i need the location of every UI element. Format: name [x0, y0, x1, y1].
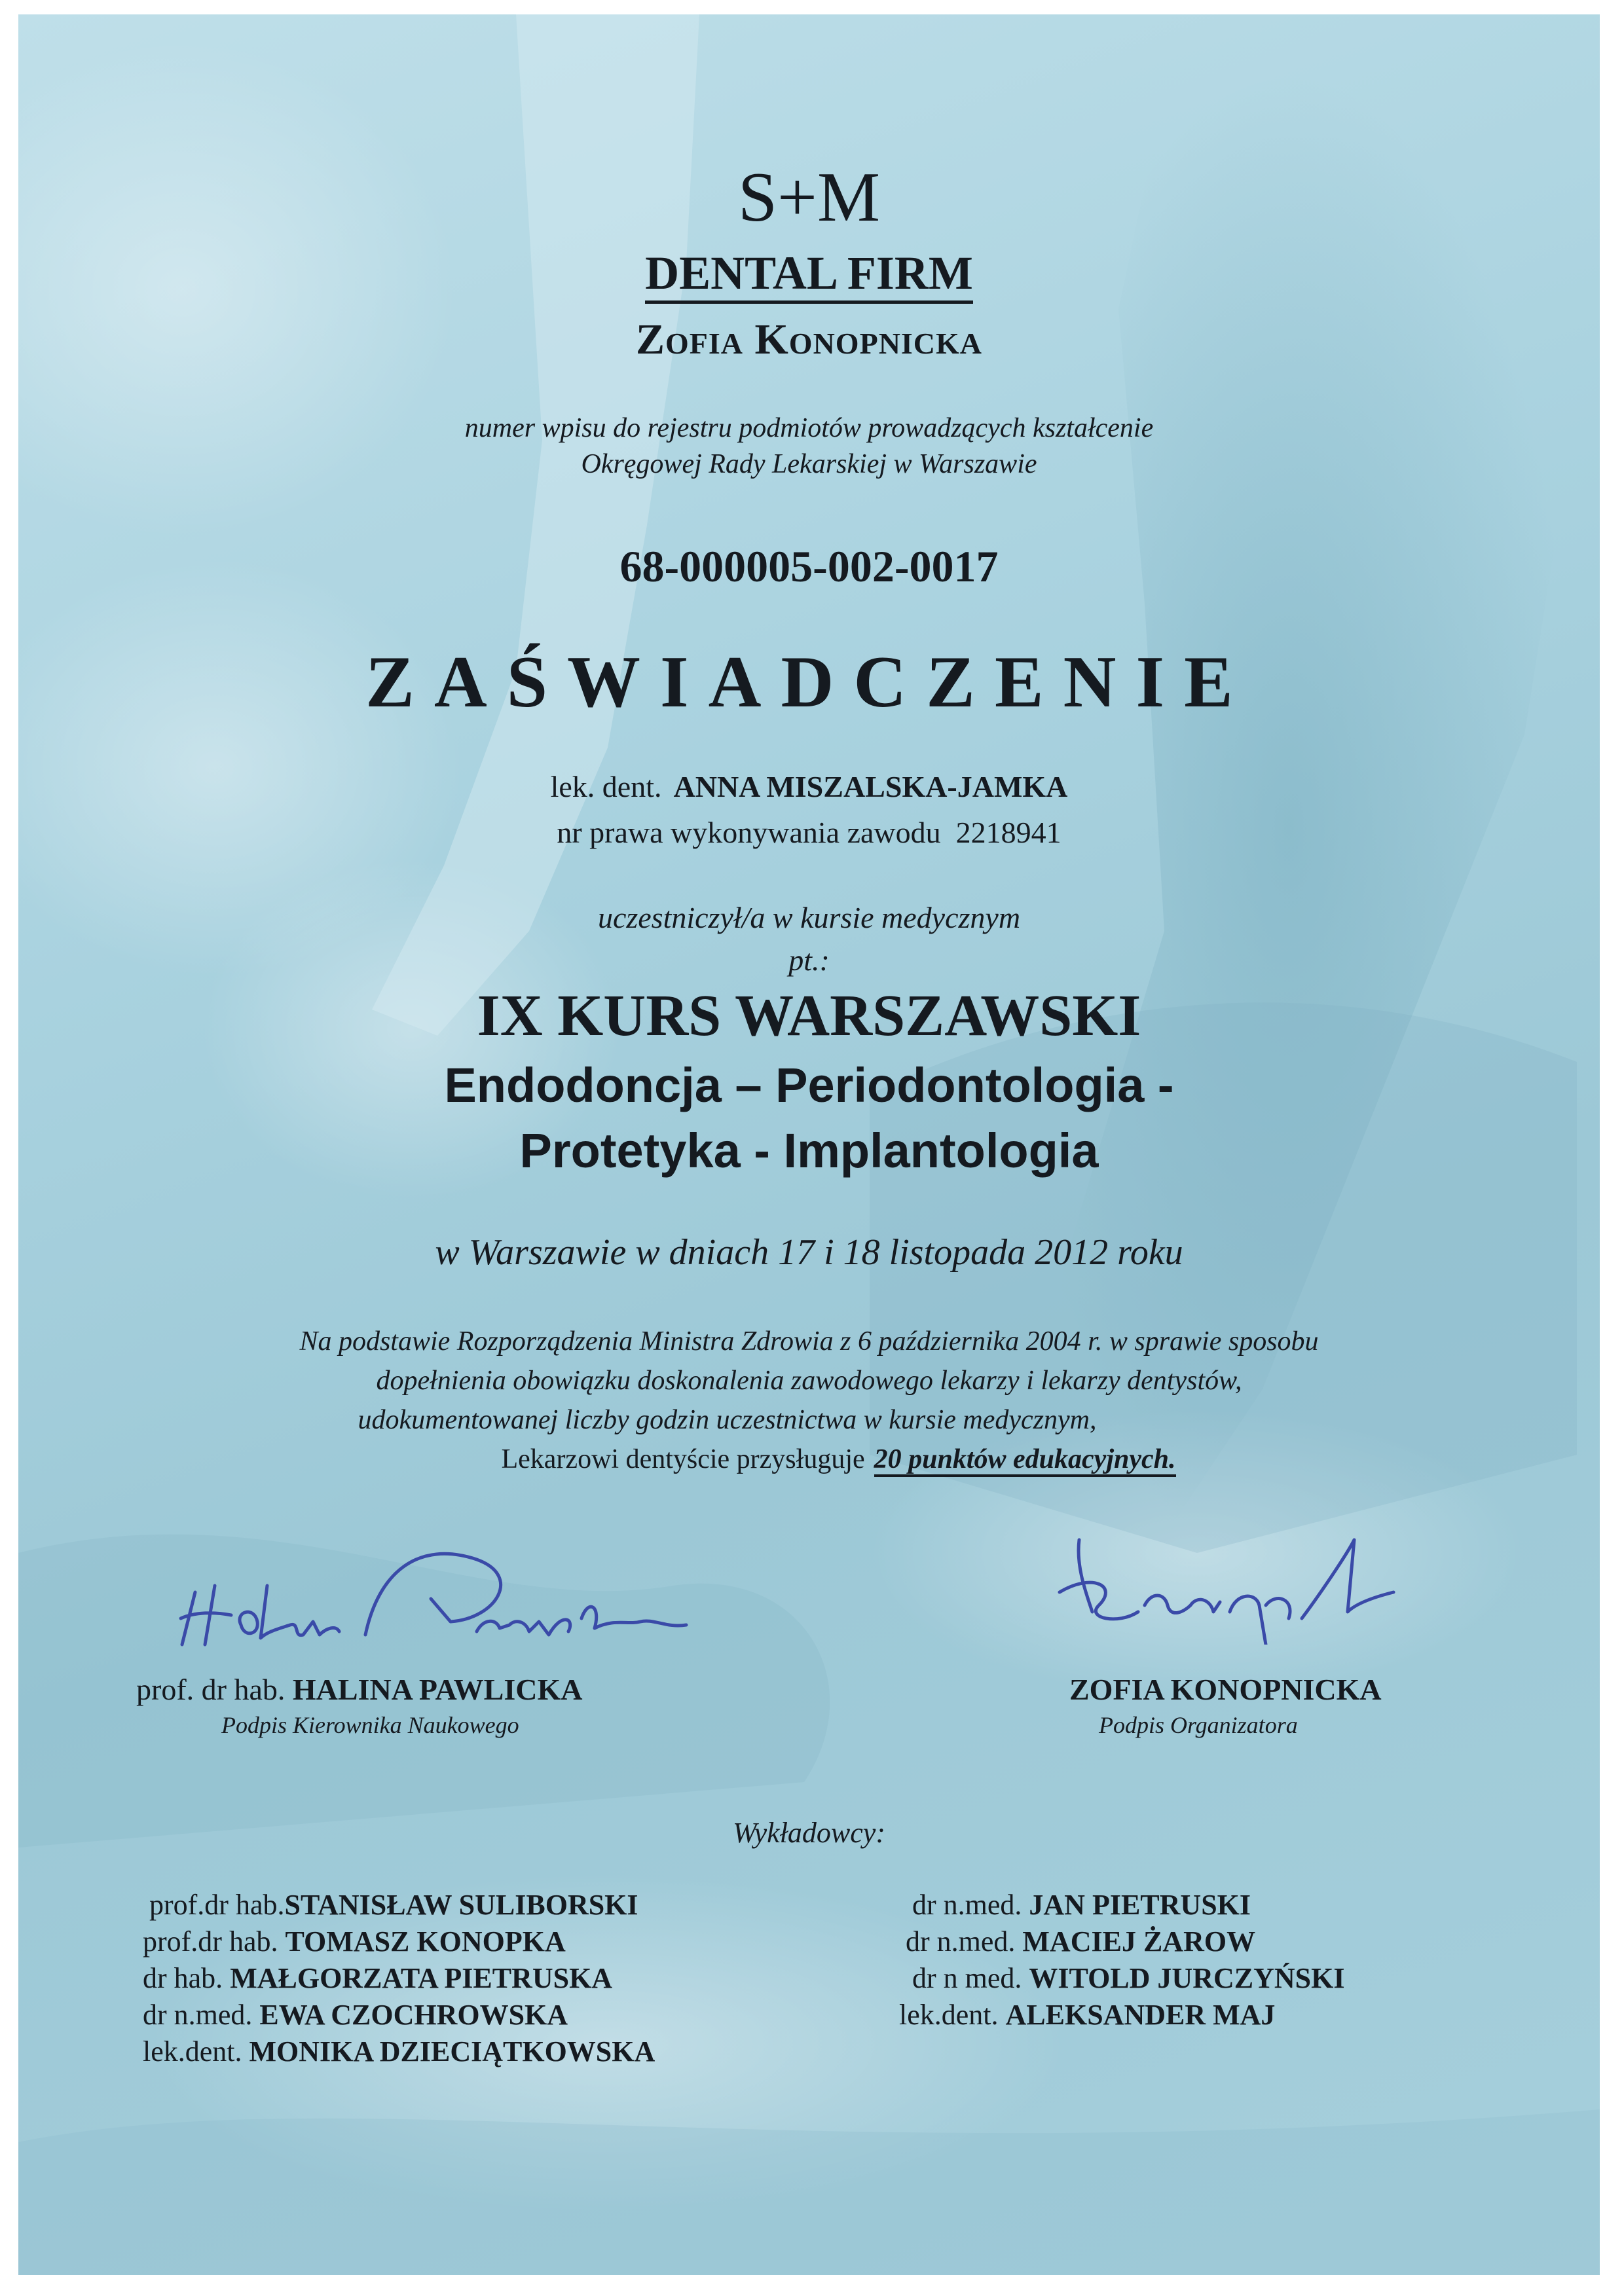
lecturer-item — [143, 1887, 655, 1923]
lecturer-name: MONIKA DZIECIĄTKOWSKA — [249, 2035, 655, 2068]
registry-line-2: Okręgowej Rady Lekarskiej w Warszawie — [581, 449, 1037, 479]
education-points: 20 punktów edukacyjnych. — [874, 1444, 1176, 1477]
signature-pawlicka — [169, 1514, 706, 1671]
registry-number: 68-000005-002-0017 — [619, 541, 999, 591]
participated-text: uczestniczył/a w kursie medycznym — [597, 901, 1021, 934]
lecturer-name: MACIEJ ŻAROW — [1022, 1925, 1256, 1958]
lecturers-left-column — [143, 1887, 655, 2070]
lecturer-title: prof.dr hab. — [143, 1925, 278, 1958]
lecturer-title: dr n.med. — [143, 1999, 253, 2031]
legal-line-3: udokumentowanej liczby godzin uczestnictwa w kursie medycznym, — [358, 1405, 1097, 1435]
lecturer-name: WITOLD JURCZYŃSKI — [1029, 1962, 1345, 1994]
course-subtitle-1: Endodoncja – Periodontologia - — [444, 1058, 1174, 1112]
recipient-name: ANNA MISZALSKA-JAMKA — [673, 770, 1068, 803]
course-title: IX KURS WARSZAWSKI — [477, 983, 1141, 1048]
recipient-line — [18, 767, 1600, 807]
firm-code: S+M — [737, 158, 880, 236]
certificate-sheet — [18, 14, 1600, 2275]
firm-owner: Zofia Konopnicka — [635, 316, 983, 363]
lecturer-item — [143, 1997, 655, 2033]
firm-name: DENTAL FIRM — [645, 247, 973, 304]
lecturer-item — [143, 2033, 655, 2070]
lecturer-title: prof.dr hab. — [149, 1889, 285, 1921]
certificate-title: ZAŚWIADCZENIE — [365, 642, 1253, 723]
lecturer-item — [899, 1923, 1344, 1960]
lecturer-title: dr n.med. — [912, 1889, 1022, 1921]
lecturer-item — [899, 1997, 1344, 2033]
course-dates: w Warszawie w dniach 17 i 18 listopada 2012 roku — [435, 1232, 1183, 1273]
lecturer-name: TOMASZ KONOPKA — [285, 1925, 566, 1958]
signature-konopnicka — [1040, 1514, 1407, 1645]
signer-right-role: Podpis Organizatora — [1099, 1712, 1298, 1738]
lecturer-item — [143, 1923, 655, 1960]
lecturer-title: dr n med. — [912, 1962, 1022, 1994]
certificate-content — [18, 14, 1600, 2275]
license-label: nr prawa wykonywania zawodu — [557, 816, 941, 849]
signer-left-surname: HALINA PAWLICKA — [292, 1673, 583, 1706]
lecturer-name: MAŁGORZATA PIETRUSKA — [230, 1962, 613, 1994]
course-subtitle-2: Protetyka - Implantologia — [519, 1123, 1099, 1178]
lecturers-right-column — [899, 1887, 1344, 2033]
signer-left-title: prof. dr hab. — [136, 1673, 286, 1706]
recipient-prefix: lek. dent. — [550, 770, 662, 803]
legal-line-1: Na podstawie Rozporządzenia Ministra Zdrowia z 6 października 2004 r. w sprawie sposobu — [299, 1326, 1319, 1357]
lecturer-name: STANISŁAW SULIBORSKI — [284, 1889, 638, 1921]
legal-line-2: dopełnienia obowiązku doskonalenia zawodowego lekarzy i lekarzy dentystów, — [376, 1366, 1242, 1396]
lecturer-item — [143, 1960, 655, 1997]
lecturer-name: ALEKSANDER MAJ — [1005, 1999, 1276, 2031]
lecturer-name: JAN PIETRUSKI — [1029, 1889, 1251, 1921]
lecturer-title: dr n.med. — [906, 1925, 1016, 1958]
lecturers-heading: Wykładowcy: — [733, 1817, 885, 1849]
lecturer-item — [899, 1960, 1344, 1997]
pt-label: pt.: — [788, 943, 830, 977]
signer-left-role: Podpis Kierownika Naukowego — [221, 1712, 519, 1738]
legal-points-text: Lekarzowi dentyście przysługuje — [501, 1444, 865, 1474]
signer-left-name — [136, 1671, 582, 1709]
lecturer-title: lek.dent. — [143, 2035, 242, 2068]
license-line — [18, 813, 1600, 852]
lecturer-item — [899, 1887, 1344, 1923]
license-number: 2218941 — [955, 816, 1061, 849]
firm-name-wrapper — [18, 244, 1600, 302]
signer-right-name: ZOFIA KONOPNICKA — [1069, 1673, 1382, 1706]
registry-line-1: numer wpisu do rejestru podmiotów prowadzących kształcenie — [464, 413, 1154, 443]
legal-line-4 — [18, 1442, 1600, 1477]
lecturer-title: dr hab. — [143, 1962, 223, 1994]
lecturer-title: lek.dent. — [899, 1999, 999, 2031]
lecturer-name: EWA CZOCHROWSKA — [259, 1999, 568, 2031]
